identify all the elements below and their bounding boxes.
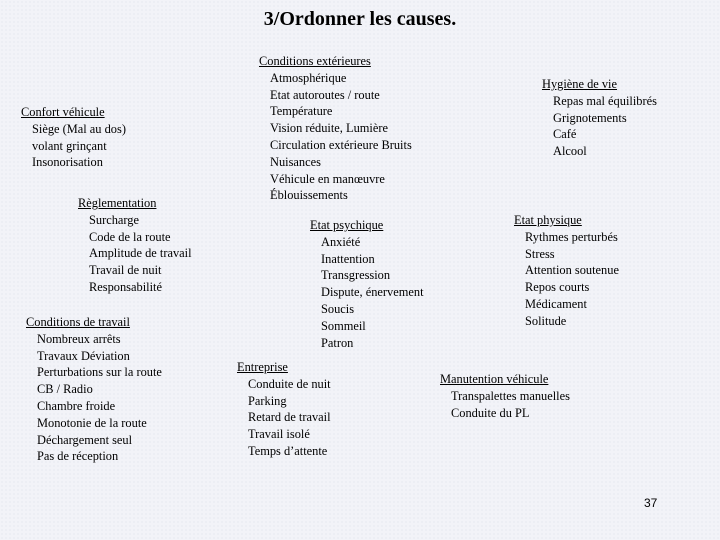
group-conditions-exterieures <box>259 53 412 204</box>
cause-item: Temps d’attente <box>248 443 328 458</box>
cause-item: Parking <box>248 393 287 408</box>
cause-item: Perturbations sur la route <box>37 365 162 380</box>
group-heading: Confort véhicule <box>21 105 105 119</box>
cause-item: Dispute, énervement <box>321 285 424 300</box>
cause-item: Retard de travail <box>248 410 331 425</box>
cause-item: Nuisances <box>270 154 321 169</box>
group-reglementation <box>78 195 192 296</box>
cause-item: Véhicule en manœuvre <box>270 171 385 186</box>
cause-item: Café <box>553 127 577 142</box>
cause-item: Chambre froide <box>37 398 116 413</box>
page-number: 37 <box>644 496 658 510</box>
cause-item: Siège (Mal au dos) <box>32 121 126 136</box>
cause-item: Amplitude de travail <box>89 246 192 261</box>
group-items <box>553 93 657 160</box>
cause-item: Température <box>270 104 333 119</box>
cause-item: Code de la route <box>89 229 171 244</box>
group-heading: Règlementation <box>78 196 157 210</box>
group-items <box>32 121 126 171</box>
cause-item: Anxiété <box>321 234 361 249</box>
cause-item: CB / Radio <box>37 382 93 397</box>
cause-item: Transpalettes manuelles <box>451 388 570 403</box>
group-entreprise <box>237 359 331 460</box>
cause-item: Conduite du PL <box>451 405 530 420</box>
cause-item: Etat autoroutes / route <box>270 87 380 102</box>
cause-item: Surcharge <box>89 212 140 227</box>
cause-item: Travail de nuit <box>89 263 162 278</box>
cause-item: Rythmes perturbés <box>525 229 618 244</box>
cause-item: Vision réduite, Lumière <box>270 121 388 136</box>
group-confort-vehicule <box>21 104 126 171</box>
slide-title: 3/Ordonner les causes. <box>263 8 457 30</box>
cause-item: Travail isolé <box>248 427 310 442</box>
cause-item: Atmosphérique <box>270 70 347 85</box>
cause-item: volant grinçant <box>32 138 107 153</box>
group-heading: Manutention véhicule <box>440 372 549 386</box>
group-conditions-de-travail <box>26 314 162 465</box>
group-items <box>248 376 331 460</box>
cause-item: Attention soutenue <box>525 263 619 278</box>
cause-item: Déchargement seul <box>37 432 133 447</box>
group-etat-physique <box>514 212 619 330</box>
cause-item: Grignotements <box>553 110 627 125</box>
cause-item: Inattention <box>321 251 375 266</box>
cause-item: Responsabilité <box>89 279 162 294</box>
cause-item: Insonorisation <box>32 155 103 170</box>
cause-item: Éblouissements <box>270 188 348 203</box>
group-items <box>270 70 412 204</box>
group-items <box>525 229 619 330</box>
cause-item: Travaux Déviation <box>37 348 130 363</box>
group-etat-psychique <box>310 217 424 351</box>
group-heading: Etat psychique <box>310 218 384 232</box>
cause-item: Pas de réception <box>37 449 119 464</box>
cause-item: Circulation extérieure Bruits <box>270 137 412 152</box>
group-heading: Entreprise <box>237 360 288 374</box>
cause-item: Monotonie de la route <box>37 415 147 430</box>
group-items <box>89 212 192 296</box>
group-items <box>321 234 424 352</box>
group-heading: Conditions de travail <box>26 315 130 329</box>
cause-item: Alcool <box>553 144 587 159</box>
cause-item: Nombreux arrêts <box>37 331 121 346</box>
cause-item: Repos courts <box>525 280 590 295</box>
cause-item: Médicament <box>525 296 587 311</box>
cause-item: Soucis <box>321 301 355 316</box>
cause-item: Transgression <box>321 268 391 283</box>
group-heading: Conditions extérieures <box>259 54 371 68</box>
cause-item: Conduite de nuit <box>248 376 331 391</box>
group-heading: Hygiène de vie <box>542 77 618 91</box>
group-manutention-vehicule <box>440 371 570 421</box>
cause-item: Repas mal équilibrés <box>553 93 657 108</box>
cause-item: Solitude <box>525 313 567 328</box>
cause-item: Stress <box>525 246 555 261</box>
group-items <box>451 388 570 422</box>
group-hygiene-de-vie <box>542 76 657 160</box>
group-heading: Etat physique <box>514 213 582 227</box>
cause-item: Sommeil <box>321 318 366 333</box>
group-items <box>37 331 162 465</box>
cause-item: Patron <box>321 335 354 350</box>
